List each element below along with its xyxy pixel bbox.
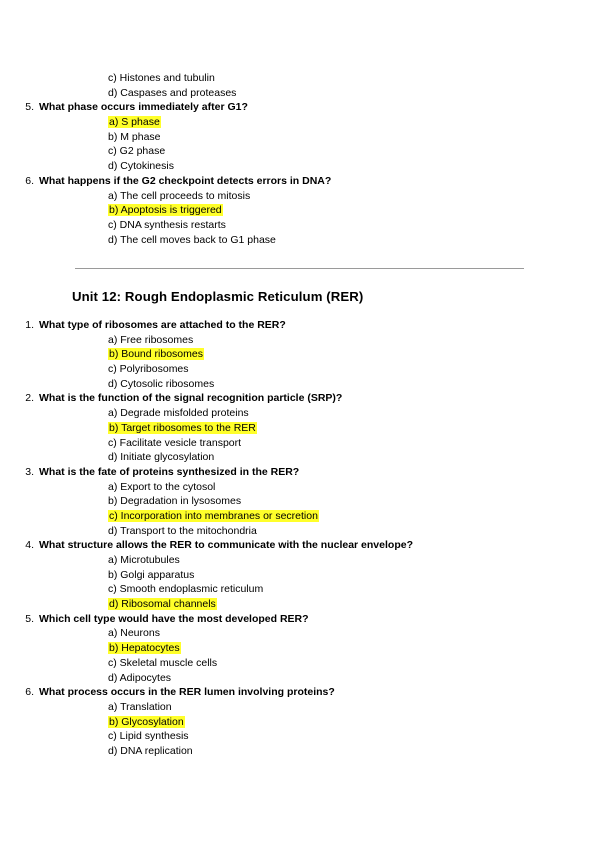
option-text: a) Export to the cytosol bbox=[108, 480, 216, 493]
option-text: c) Histones and tubulin bbox=[108, 72, 215, 84]
option-text: a) Translation bbox=[108, 700, 172, 713]
option-text: d) Cytosolic ribosomes bbox=[108, 377, 215, 390]
answer-option bbox=[0, 159, 600, 174]
question-heading bbox=[0, 391, 600, 406]
answer-option bbox=[0, 671, 600, 686]
answer-option bbox=[0, 626, 600, 641]
question-text: What type of ribosomes are attached to the RER? bbox=[39, 319, 286, 331]
option-text: a) S phase bbox=[109, 116, 160, 129]
previous-unit-continuation bbox=[0, 71, 600, 247]
option-text: a) Neurons bbox=[108, 627, 160, 640]
option-text: d) DNA replication bbox=[108, 744, 193, 757]
question-number: 6. bbox=[25, 686, 34, 699]
answer-option bbox=[0, 86, 600, 101]
question-item bbox=[0, 100, 600, 173]
answer-option bbox=[0, 744, 600, 759]
answer-option-correct bbox=[0, 715, 600, 730]
answer-option bbox=[0, 494, 600, 509]
option-text: d) The cell moves back to G1 phase bbox=[108, 233, 276, 246]
question-item bbox=[0, 612, 600, 685]
answer-option-correct bbox=[0, 347, 600, 362]
answer-option-correct bbox=[0, 115, 600, 130]
option-text: c) Facilitate vesicle transport bbox=[108, 436, 242, 449]
option-list bbox=[0, 480, 600, 539]
option-text: d) Cytokinesis bbox=[108, 160, 174, 173]
question-list bbox=[0, 318, 600, 759]
answer-option-correct bbox=[0, 421, 600, 436]
option-list bbox=[0, 189, 600, 248]
option-list bbox=[0, 406, 600, 465]
option-list bbox=[0, 333, 600, 392]
answer-option bbox=[0, 71, 600, 86]
answer-option bbox=[0, 218, 600, 233]
answer-option bbox=[0, 656, 600, 671]
option-text: a) Microtubules bbox=[108, 554, 180, 566]
option-text: b) M phase bbox=[108, 130, 161, 143]
question-number: 4. bbox=[25, 539, 34, 552]
answer-option bbox=[0, 436, 600, 451]
question-text: Which cell type would have the most developed RER? bbox=[39, 612, 309, 625]
question-heading bbox=[0, 685, 600, 700]
question-heading bbox=[0, 465, 600, 480]
question-item bbox=[0, 318, 600, 391]
question-heading bbox=[0, 612, 600, 627]
answer-option bbox=[0, 362, 600, 377]
answer-option bbox=[0, 130, 600, 145]
option-text: b) Degradation in lysosomes bbox=[108, 495, 242, 508]
option-text: a) Free ribosomes bbox=[108, 333, 194, 346]
question-number: 1. bbox=[25, 319, 34, 331]
question-text: What is the function of the signal recognition particle (SRP)? bbox=[39, 392, 343, 405]
question-text: What structure allows the RER to communicate with the nuclear envelope? bbox=[39, 539, 413, 552]
question-text: What phase occurs immediately after G1? bbox=[39, 101, 248, 114]
answer-option bbox=[0, 700, 600, 715]
answer-option bbox=[0, 189, 600, 204]
option-text: d) Ribosomal channels bbox=[109, 598, 216, 611]
answer-option bbox=[0, 553, 600, 568]
option-text: d) Caspases and proteases bbox=[108, 86, 237, 99]
question-list bbox=[0, 100, 600, 247]
option-list bbox=[0, 626, 600, 685]
question-text: What happens if the G2 checkpoint detects errors in DNA? bbox=[39, 174, 332, 187]
option-text: d) Initiate glycosylation bbox=[108, 451, 215, 464]
question-number: 6. bbox=[25, 174, 34, 187]
question-heading bbox=[0, 100, 600, 115]
unit-12-questions bbox=[0, 318, 600, 759]
option-text: d) Transport to the mitochondria bbox=[108, 524, 257, 537]
answer-option bbox=[0, 406, 600, 421]
question-heading bbox=[0, 318, 600, 333]
option-text: b) Glycosylation bbox=[109, 715, 184, 728]
answer-option-correct bbox=[0, 203, 600, 218]
answer-option-correct bbox=[0, 641, 600, 656]
answer-option bbox=[0, 729, 600, 744]
answer-option bbox=[0, 450, 600, 465]
option-text: c) Polyribosomes bbox=[108, 363, 189, 376]
option-text: c) Lipid synthesis bbox=[108, 730, 189, 743]
leading-options bbox=[0, 71, 600, 100]
question-number: 3. bbox=[25, 465, 34, 478]
option-text: c) Smooth endoplasmic reticulum bbox=[108, 583, 264, 596]
option-list bbox=[0, 115, 600, 174]
question-item bbox=[0, 174, 600, 247]
answer-option bbox=[0, 144, 600, 159]
question-item bbox=[0, 538, 600, 611]
option-text: c) Incorporation into membranes or secretion bbox=[109, 509, 318, 522]
answer-option bbox=[0, 333, 600, 348]
option-text: b) Golgi apparatus bbox=[108, 568, 195, 581]
question-item bbox=[0, 465, 600, 538]
option-list bbox=[0, 553, 600, 612]
option-text: b) Bound ribosomes bbox=[109, 348, 203, 361]
question-number: 5. bbox=[25, 612, 34, 625]
question-number: 2. bbox=[25, 392, 34, 405]
option-text: c) Skeletal muscle cells bbox=[108, 656, 218, 669]
question-heading bbox=[0, 538, 600, 553]
option-list bbox=[0, 700, 600, 759]
answer-option bbox=[0, 233, 600, 248]
question-heading bbox=[0, 174, 600, 189]
answer-option bbox=[0, 582, 600, 597]
question-text: What process occurs in the RER lumen involving proteins? bbox=[39, 686, 335, 699]
option-text: a) Degrade misfolded proteins bbox=[108, 407, 249, 420]
option-text: c) G2 phase bbox=[108, 145, 166, 158]
answer-option bbox=[0, 377, 600, 392]
option-text: b) Target ribosomes to the RER bbox=[109, 421, 256, 434]
answer-option-correct bbox=[0, 509, 600, 524]
option-text: c) DNA synthesis restarts bbox=[108, 218, 226, 231]
section-divider bbox=[75, 268, 524, 269]
unit-title: Unit 12: Rough Endoplasmic Reticulum (RER) bbox=[72, 289, 364, 304]
answer-option bbox=[0, 524, 600, 539]
option-text: a) The cell proceeds to mitosis bbox=[108, 189, 251, 202]
option-text: b) Apoptosis is triggered bbox=[109, 204, 222, 217]
answer-option bbox=[0, 568, 600, 583]
answer-option-correct bbox=[0, 597, 600, 612]
option-text: d) Adipocytes bbox=[108, 671, 172, 684]
question-number: 5. bbox=[25, 101, 34, 114]
question-item bbox=[0, 391, 600, 464]
question-text: What is the fate of proteins synthesized in the RER? bbox=[39, 465, 300, 478]
question-item bbox=[0, 685, 600, 758]
option-text: b) Hepatocytes bbox=[109, 642, 180, 655]
answer-option bbox=[0, 480, 600, 495]
